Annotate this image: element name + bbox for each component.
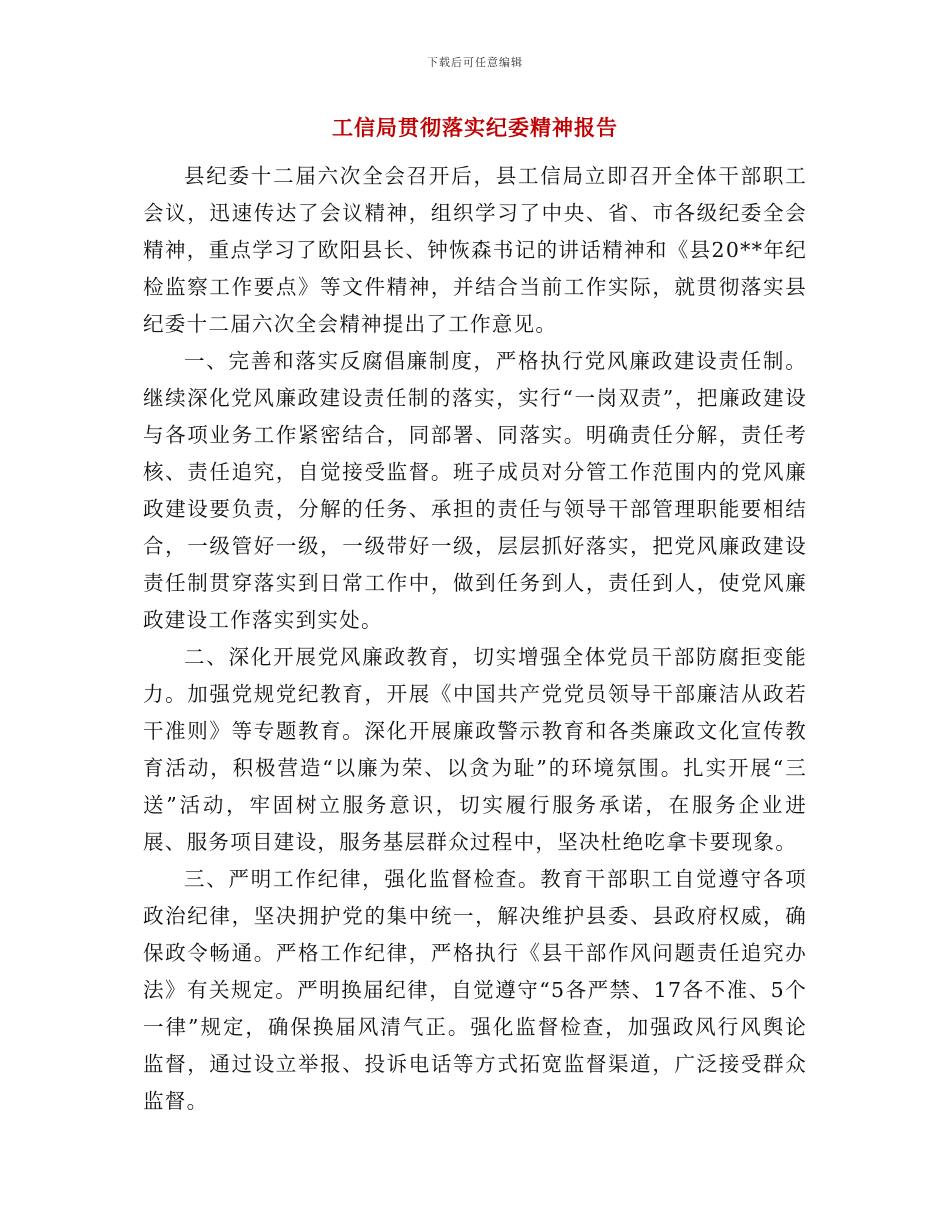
paragraph-section-3: 三、严明工作纪律，强化监督检查。教育干部职工自觉遵守各项政治纪律，坚决拥护党的集中统一，解决维护县委、县政府权威，确保政令畅通。严格工作纪律，严格执行《县干部作风问题责任追究办法》有关规定。严明换届纪律，自觉遵守“5各严禁、17各不准、5个一律”规定，确保换届风清气正。强化监督检查，加强政风行风舆论监督，通过设立举报、投诉电话等方式拓宽监督渠道，广泛接受群众监督。 [143,867,807,1113]
paragraph-intro: 县纪委十二届六次全会召开后，县工信局立即召开全体干部职工会议，迅速传达了会议精神，组织学习了中央、省、市各级纪委全会精神，重点学习了欧阳县长、钟恢森书记的讲话精神和《县20**年纪检监察工作要点》等文件精神，并结合当前工作实际，就贯彻落实县纪委十二届六次全会精神提出了工作意见。 [143,164,807,336]
document-title: 工信局贯彻落实纪委精神报告 [332,115,618,140]
document-body [143,158,807,1120]
paragraph-section-1: 一、完善和落实反腐倡廉制度，严格执行党风廉政建设责任制。继续深化党风廉政建设责任制的落实，实行“一岗双责”，把廉政建设与各项业务工作紧密结合，同部署、同落实。明确责任分解，责任考核、责任追究，自觉接受监督。班子成员对分管工作范围内的党风廉政建设要负责，分解的任务、承担的责任与领导干部管理职能要相结合，一级管好一级，一级带好一级，层层抓好落实，把党风廉政建设责任制贯穿落实到日常工作中，做到任务到人，责任到人，使党风廉政建设工作落实到实处。 [143,349,807,632]
paragraph-section-2: 二、深化开展党风廉政教育，切实增强全体党员干部防腐拒变能力。加强党规党纪教育，开展《中国共产党党员领导干部廉洁从政若干准则》等专题教育。深化开展廉政警示教育和各类廉政文化宣传教育活动，积极营造“以廉为荣、以贪为耻”的环境氛围。扎实开展“三送”活动，牢固树立服务意识，切实履行服务承诺，在服务企业进展、服务项目建设，服务基层群众过程中，坚决杜绝吃拿卡要现象。 [143,645,807,854]
header-note: 下载后可任意编辑 [427,56,523,69]
